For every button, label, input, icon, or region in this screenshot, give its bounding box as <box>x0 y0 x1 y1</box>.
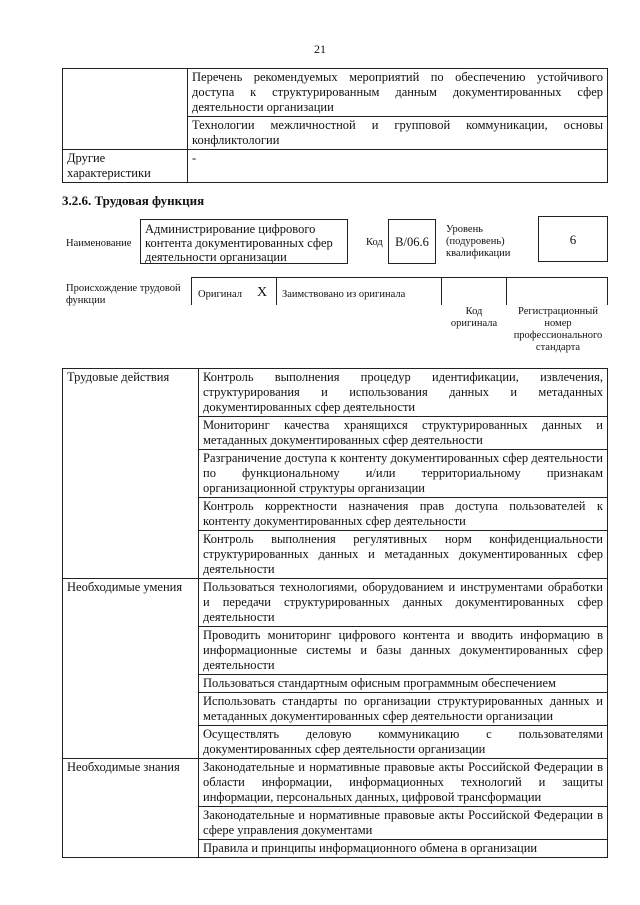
table-cell: Проводить мониторинг цифрового контента и вводить информацию в информационные системы и базы данных документированных сфер деятельности <box>199 627 608 675</box>
level-label: Уровень (подуровень) квалификации <box>446 224 511 259</box>
origin-divider <box>607 277 608 305</box>
table-cell: Контроль выполнения регулятивных норм конфиденциальности структурированных данных и метаданных документированных сфер деятельности <box>199 531 608 579</box>
page-number: 21 <box>314 42 326 56</box>
origin-divider <box>276 277 277 305</box>
code-caption: Код оригинала <box>450 306 498 329</box>
table-row <box>63 369 608 417</box>
table-cell: Законодательные и нормативные правовые акты Российской Федерации в сфере управления документами <box>199 807 608 840</box>
origin-divider <box>191 277 192 305</box>
table-cell: - <box>188 150 608 183</box>
table-cell: Разграничение доступа к контенту документированных сфер деятельности по функциональному и/или территориальному признакам организационной структуры организации <box>199 450 608 498</box>
table-cell: Контроль корректности назначения прав доступа пользователей к контенту документированных сфер деятельности <box>199 498 608 531</box>
row-label <box>63 69 188 150</box>
origin-divider <box>506 277 507 305</box>
top-table <box>62 68 608 183</box>
group-label: Необходимые умения <box>63 579 199 759</box>
table-cell: Контроль выполнения процедур идентификации, извлечения, структурирования и использования данных и метаданных документированных сфер деятельности <box>199 369 608 417</box>
table-cell: Правила и принципы информационного обмена в организации <box>199 840 608 858</box>
main-table <box>62 368 608 858</box>
origin-divider <box>441 277 442 305</box>
table-cell: Перечень рекомендуемых мероприятий по обеспечению устойчивого доступа к структурированным данным документированных сфер деятельности организации <box>188 69 608 117</box>
origin-label: Происхождение трудовой функции <box>66 283 181 306</box>
table-row <box>63 579 608 627</box>
origin-original: Оригинал <box>198 289 242 300</box>
table-cell: Пользоваться технологиями, оборудованием и инструментами обработки и передачи структурированных данных документированных сфер деятельности <box>199 579 608 627</box>
level-value: 6 <box>538 216 608 262</box>
origin-borrowed: Заимствовано из оригинала <box>282 289 406 300</box>
reg-caption: Регистрационный номер профессионального стандарта <box>513 306 603 353</box>
code-label: Код <box>366 237 383 248</box>
name-label: Наименование <box>66 238 132 249</box>
table-cell: Мониторинг качества хранящихся структурированных данных и метаданных документированных сфер деятельности <box>199 417 608 450</box>
section-title: 3.2.6. Трудовая функция <box>62 193 205 208</box>
origin-mark: X <box>257 285 268 300</box>
code-value: B/06.6 <box>388 219 436 264</box>
name-value: Администрирование цифрового контента документированных сфер деятельности организации <box>140 219 348 264</box>
row-label: Другие характеристики <box>63 150 188 183</box>
table-cell: Технологии межличностной и групповой коммуникации, основы конфликтологии <box>188 117 608 150</box>
table-cell: Использовать стандарты по организации структурированных данных и метаданных документированных сфер деятельности организации <box>199 693 608 726</box>
table-cell: Осуществлять деловую коммуникацию с пользователями документированных сфер деятельности организации <box>199 726 608 759</box>
table-row <box>63 150 608 183</box>
table-cell: Законодательные и нормативные правовые акты Российской Федерации в области информации, информационных технологий и защиты информации, персональных данных, цифровой трансформации <box>199 759 608 807</box>
table-row <box>63 69 608 117</box>
group-label: Необходимые знания <box>63 759 199 858</box>
table-cell: Пользоваться стандартным офисным программным обеспечением <box>199 675 608 693</box>
table-row <box>63 759 608 807</box>
group-label: Трудовые действия <box>63 369 199 579</box>
